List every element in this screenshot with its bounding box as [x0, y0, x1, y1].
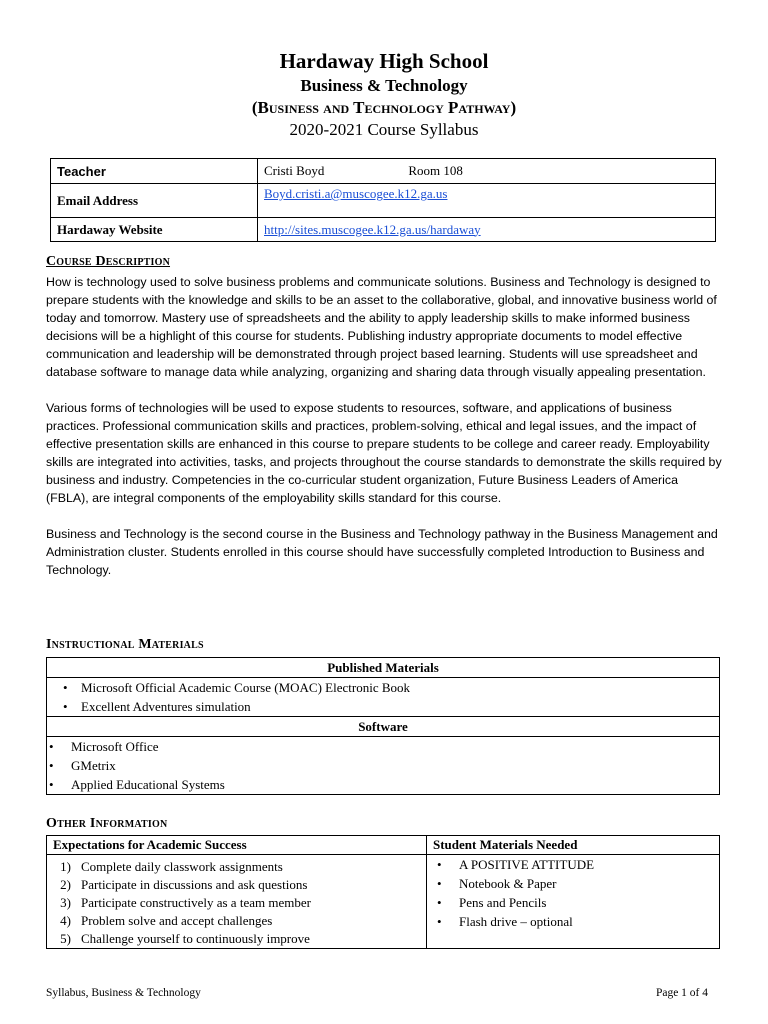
published-materials-cell: [47, 678, 720, 717]
expectations-cell: [47, 855, 427, 949]
room-number: Room 108: [408, 163, 463, 178]
list-item: • Microsoft Official Academic Course (MOAC) Electronic Book: [63, 680, 411, 695]
description-paragraph-3: Business and Technology is the second course in the Business and Technology pathway in the Business Management and Administration cluster. Students enrolled in this course should have successfully completed Introduction to Business and Technology.: [46, 527, 718, 577]
course-description-body: [46, 273, 722, 579]
published-materials-list: [53, 678, 713, 716]
bullet-icon: •: [437, 857, 442, 872]
other-information-heading: Other Information: [46, 816, 168, 831]
student-materials-header: Student Materials Needed: [427, 836, 720, 855]
bullet-icon: •: [49, 739, 54, 754]
list-item: 2) Participate in discussions and ask questions: [60, 877, 308, 892]
course-title: Business & Technology: [300, 76, 468, 95]
teacher-name: Cristi Boyd: [264, 163, 325, 178]
document-header: [0, 48, 768, 141]
list-item: • Pens and Pencils: [437, 895, 547, 910]
email-label: Email Address: [51, 184, 258, 218]
software-list: [49, 737, 713, 794]
course-description-heading: Course Description: [46, 254, 171, 269]
school-name: Hardaway High School: [279, 49, 489, 73]
email-link[interactable]: Boyd.cristi.a@muscogee.k12.ga.us: [264, 186, 448, 201]
page-number: Page 1 of 4: [655, 987, 708, 999]
instructional-materials-heading: Instructional Materials: [46, 637, 204, 652]
student-materials-cell: [427, 855, 720, 949]
website-cell: [258, 218, 716, 242]
pathway-title: (Business and Technology Pathway): [251, 98, 517, 117]
bullet-icon: •: [437, 914, 442, 929]
list-item: • Notebook & Paper: [437, 876, 557, 891]
email-cell: [258, 184, 716, 218]
list-item: • A POSITIVE ATTITUDE: [437, 857, 595, 872]
description-paragraph-2: Various forms of technologies will be used to expose students to resources, software, and applications of business practices. Professional communication skills and practices, problem-solving, ethical and legal issues, and the impact of effective presentation skills are enhanced in this course to prepare students to be college and career ready. Employability skills are integrated into activities, tasks, and projects throughout the course standards to demonstrate the skills required by business and industry. Competencies in the co-curricular student organization, Future Business Leaders of America (FBLA), are integral components of the employability skills standard for this course.: [46, 401, 722, 505]
list-item: 5) Challenge yourself to continuously improve: [60, 931, 310, 946]
list-item: • Excellent Adventures simulation: [63, 699, 251, 714]
list-item: • Applied Educational Systems: [49, 777, 225, 792]
expectations-list: [53, 858, 420, 948]
bullet-icon: •: [63, 699, 68, 714]
expectations-header: Expectations for Academic Success: [47, 836, 427, 855]
list-item: 4) Problem solve and accept challenges: [60, 913, 273, 928]
bullet-icon: •: [437, 876, 442, 891]
syllabus-year: 2020-2021 Course Syllabus: [289, 120, 479, 139]
footer-left: Syllabus, Business & Technology: [46, 987, 201, 999]
software-cell: [47, 737, 720, 795]
list-item: 3) Participate constructively as a team member: [60, 895, 311, 910]
teacher-info-table: [50, 158, 716, 242]
list-item: • Flash drive – optional: [437, 914, 573, 929]
list-item: 1) Complete daily classwork assignments: [60, 859, 283, 874]
description-paragraph-1: How is technology used to solve business problems and communicate solutions. Business and Technology is designed to prepare students with the knowledge and skills to be an asset to the collaborative, global, and innovative business world of today and tomorrow. Mastery use of spreadsheets and the ability to apply leadership skills to make informed business decisions will be a highlight of this course for students. Publishing industry appropriate documents to model effective communication and leadership will be demonstrated through project based learning. Students will use spreadsheet and database software to manage data while analyzing, organizing and sharing data through visually appealing presentation.: [46, 275, 717, 379]
website-link[interactable]: http://sites.muscogee.k12.ga.us/hardaway: [264, 221, 481, 237]
bullet-icon: •: [63, 680, 68, 695]
website-label: Hardaway Website: [51, 218, 258, 242]
list-item: • Microsoft Office: [49, 739, 159, 754]
other-information-table: [46, 835, 720, 949]
software-header: Software: [47, 717, 720, 737]
bullet-icon: •: [49, 758, 54, 773]
instructional-materials-table: [46, 657, 720, 795]
teacher-cell: [258, 159, 716, 184]
teacher-label: Teacher: [51, 159, 258, 184]
list-item: • GMetrix: [49, 758, 116, 773]
bullet-icon: •: [49, 777, 54, 792]
student-materials-list: [433, 855, 713, 931]
published-materials-header: Published Materials: [47, 658, 720, 678]
bullet-icon: •: [437, 895, 442, 910]
